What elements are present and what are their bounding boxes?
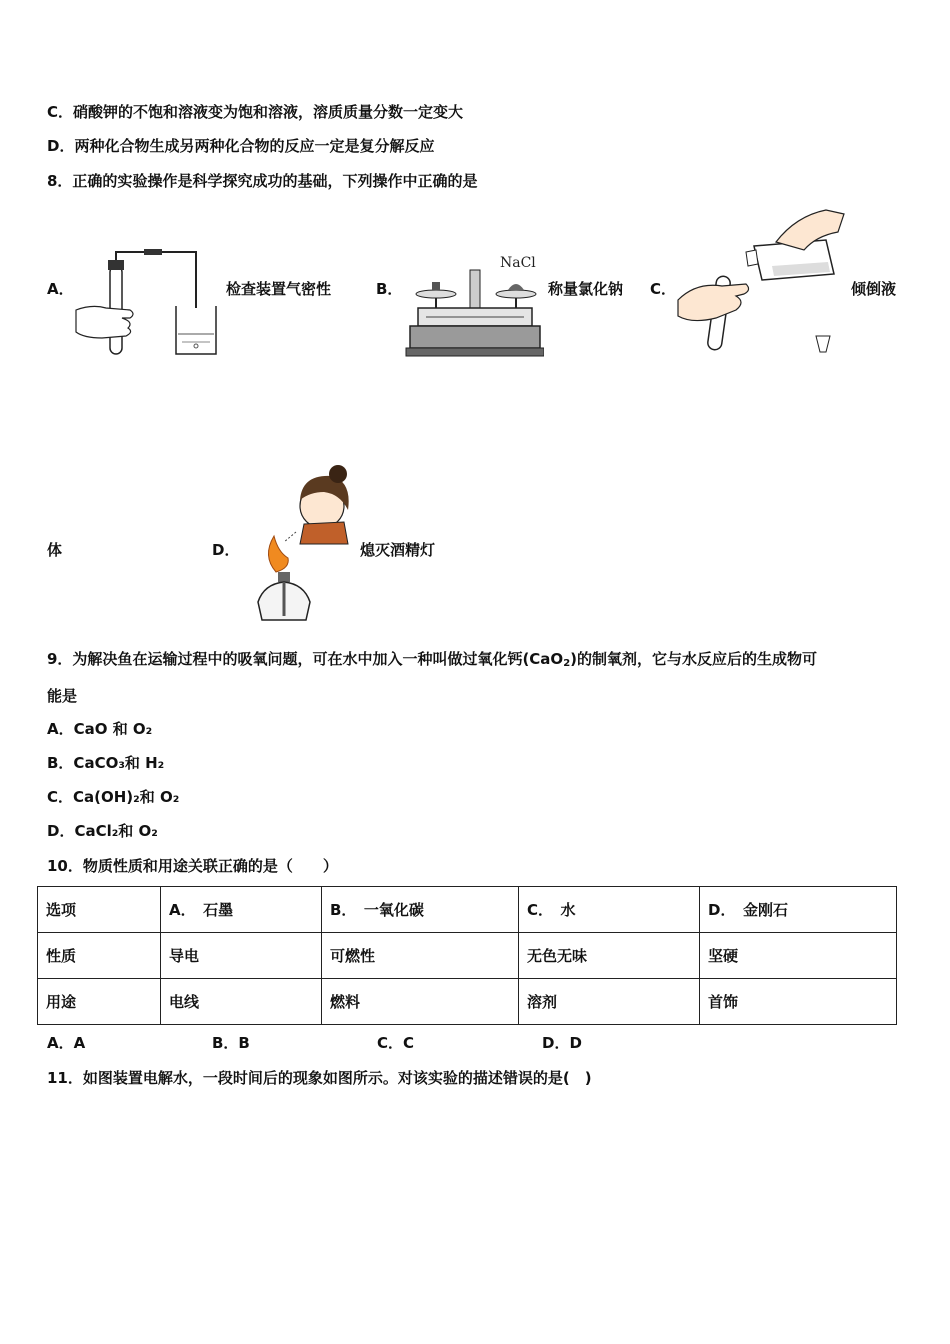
table-cell: 首饰 bbox=[700, 979, 897, 1025]
table-row bbox=[38, 933, 897, 979]
table-row bbox=[38, 979, 897, 1025]
q10-answer-b: B．B bbox=[212, 1034, 250, 1052]
table-cell: 导电 bbox=[161, 933, 322, 979]
q8-option-d-label: 熄灭酒精灯 bbox=[360, 541, 436, 559]
q10-stem: 10．物质性质和用途关联正确的是（ ） bbox=[47, 857, 338, 875]
q9-option-c: C．Ca(OH)₂和 O₂ bbox=[47, 788, 180, 806]
q10-table bbox=[37, 886, 897, 1025]
q8-option-c-label-2: 体 bbox=[47, 541, 63, 559]
q7-option-d: D．两种化合物生成另两种化合物的反应一定是复分解反应 bbox=[47, 137, 435, 155]
q7-option-c: C．硝酸钾的不饱和溶液变为饱和溶液，溶质质量分数一定变大 bbox=[47, 103, 464, 121]
table-cell: B． 一氧化碳 bbox=[322, 887, 519, 933]
table-cell: 可燃性 bbox=[322, 933, 519, 979]
table-cell: 无色无味 bbox=[519, 933, 700, 979]
q8-option-a-label: 检查装置气密性 bbox=[226, 280, 332, 298]
q8-option-b-letter: B． bbox=[376, 280, 403, 298]
table-cell: 性质 bbox=[38, 933, 161, 979]
q8-option-b-label: 称量氯化钠 bbox=[548, 280, 624, 298]
table-cell: 电线 bbox=[161, 979, 322, 1025]
q8-option-c-label-1: 倾倒液 bbox=[851, 280, 897, 298]
q10-answer-c: C．C bbox=[377, 1034, 415, 1052]
q8-stem: 8．正确的实验操作是科学探究成功的基础，下列操作中正确的是 bbox=[47, 172, 478, 190]
table-cell: A． 石墨 bbox=[161, 887, 322, 933]
q8-option-a-letter: A． bbox=[47, 280, 74, 298]
q8-option-d-letter: D． bbox=[212, 541, 240, 559]
pour-liquid-figure bbox=[676, 206, 848, 356]
balance-figure bbox=[404, 250, 544, 358]
blow-lamp-figure bbox=[244, 460, 356, 626]
q10-answer-a: A．A bbox=[47, 1034, 86, 1052]
table-cell: 溶剂 bbox=[519, 979, 700, 1025]
table-cell: C． 水 bbox=[519, 887, 700, 933]
q9-stem-line2: 能是 bbox=[47, 687, 78, 705]
table-row bbox=[38, 887, 897, 933]
q10-answer-d: D．D bbox=[542, 1034, 582, 1052]
airtight-check-figure bbox=[72, 248, 222, 360]
table-cell: D． 金刚石 bbox=[700, 887, 897, 933]
q9-option-d: D．CaCl₂和 O₂ bbox=[47, 822, 158, 840]
q9-option-b: B．CaCO₃和 H₂ bbox=[47, 754, 165, 772]
table-cell: 燃料 bbox=[322, 979, 519, 1025]
nacl-label: NaCl bbox=[500, 255, 536, 271]
q9-stem-line1: 9．为解决鱼在运输过程中的吸氧问题，可在水中加入一种叫做过氧化钙(CaO$_2$)的制氧剂，它与水反应后的生成物可 bbox=[47, 650, 818, 669]
q11-stem: 11．如图装置电解水，一段时间后的现象如图所示。对该实验的描述错误的是( ) bbox=[47, 1069, 592, 1087]
q9-option-a: A．CaO 和 O₂ bbox=[47, 720, 153, 738]
table-cell: 坚硬 bbox=[700, 933, 897, 979]
table-cell: 选项 bbox=[38, 887, 161, 933]
table-cell: 用途 bbox=[38, 979, 161, 1025]
q8-option-c-letter: C． bbox=[650, 280, 677, 298]
